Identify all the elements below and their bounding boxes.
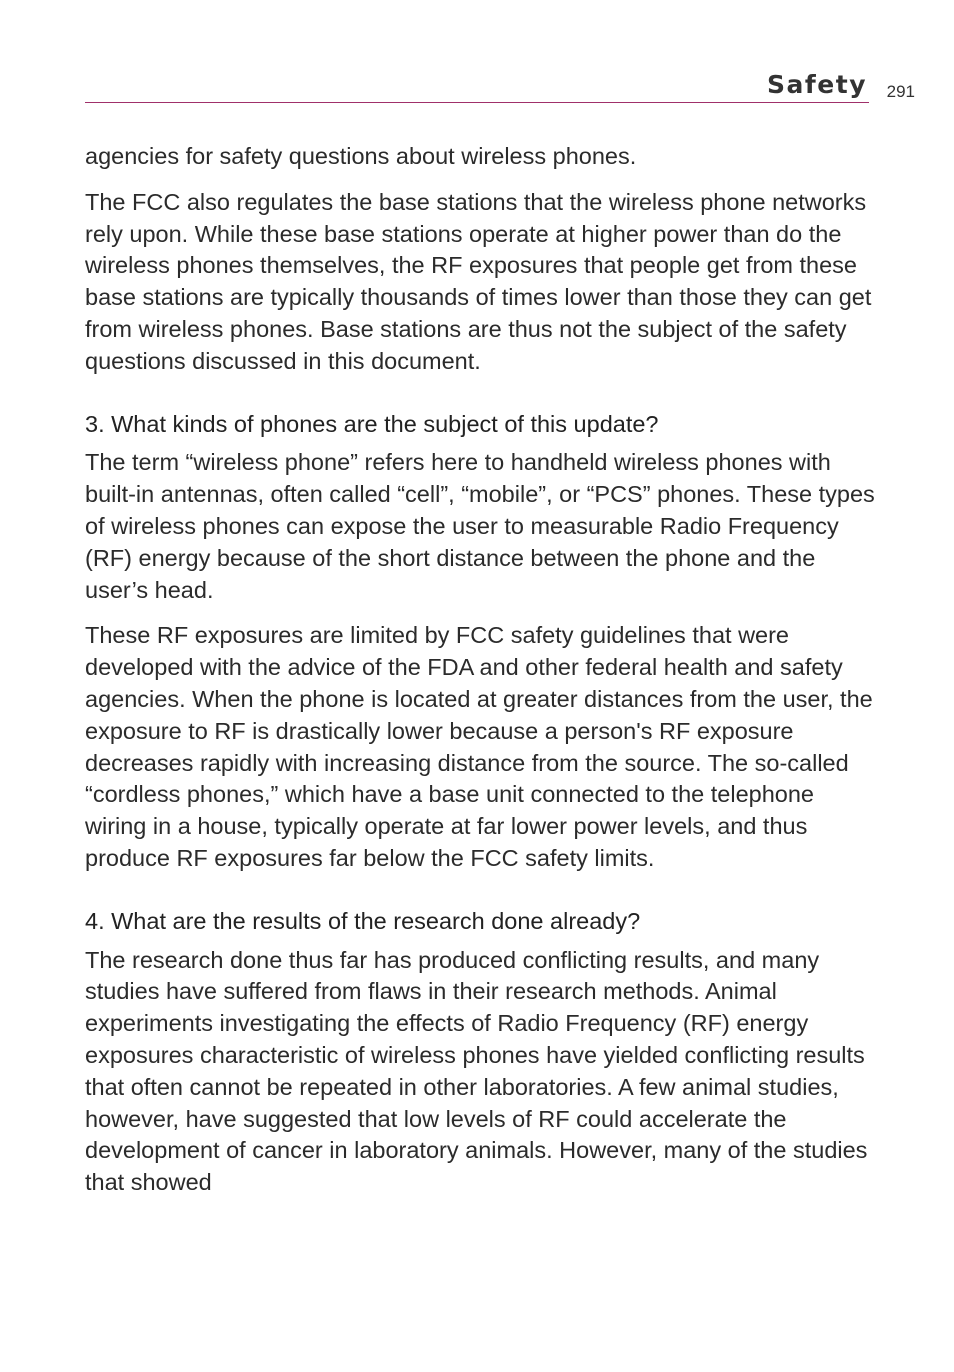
paragraph-4: These RF exposures are limited by FCC safety guidelines that were developed with the advice of the FDA and other federal health and safety agencies. When the phone is located at greater distances from the user, the exposure to RF is drastically lower because a person's RF exposure decreases rapidly with increasing distance from the source. The so-called “cordless phones,” which have a base unit connected to the telephone wiring in a house, typically operate at far lower power levels, and thus produce RF exposures far below the FCC safety limits. [85, 622, 873, 871]
section-title: Safety [767, 70, 867, 99]
header-rule [85, 102, 869, 103]
paragraph-5: The research done thus far has produced conflicting results, and many studies have suffered from flaws in their research methods. Animal experiments investigating the effects of Radio Frequency (RF) energy exposures characteristic of wireless phones have yielded conflicting results that often cannot be repeated in other laboratories. A few animal studies, however, have suggested that low levels of RF could accelerate the development of cancer in laboratory animals. However, many of the studies that showed [85, 946, 868, 1196]
paragraph-3: The term “wireless phone” refers here to handheld wireless phones with built-in antennas, often called “cell”, “mobile”, or “PCS” phones. These types of wireless phones can expose the user to measurable Radio Frequency (RF) energy because of the short distance between the phone and the user’s head. [85, 449, 875, 603]
page-number: 291 [886, 82, 915, 101]
page-header [85, 68, 915, 108]
page-content [85, 141, 875, 1213]
question-3-heading: 3. What kinds of phones are the subject of this update? [85, 410, 659, 437]
paragraph-1: agencies for safety questions about wireless phones. [85, 143, 637, 169]
paragraph-2: The FCC also regulates the base stations that the wireless phone networks rely upon. While these base stations operate at higher power than do the wireless phones themselves, the RF exposures that people get from these base stations are typically thousands of times lower than those they can get from wireless phones. Base stations are thus not the subject of the safety questions discussed in this document. [85, 188, 872, 374]
question-4-heading: 4. What are the results of the research done already? [85, 907, 641, 934]
